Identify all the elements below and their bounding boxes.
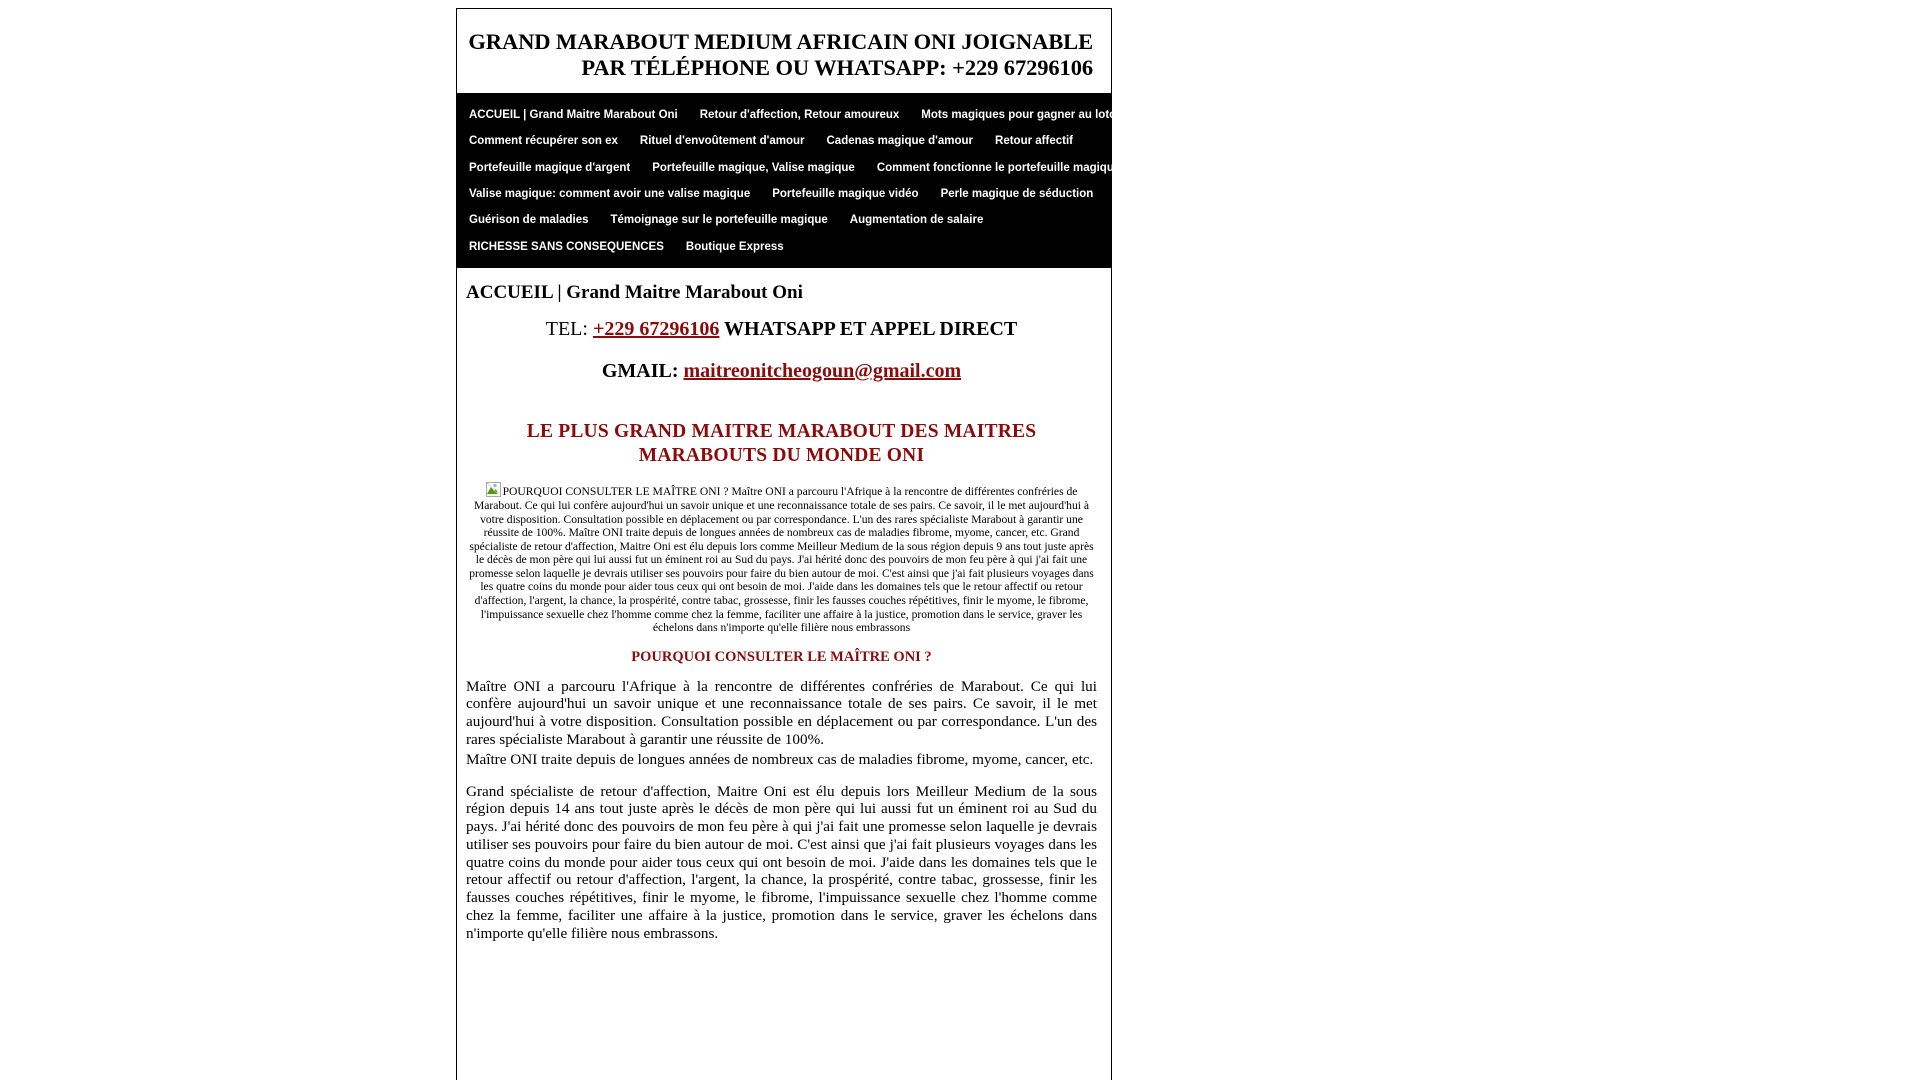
site-title-line-1: GRAND MARABOUT MEDIUM AFRICAIN ONI JOIGNABLE — [468, 29, 1093, 54]
primary-red-heading — [466, 420, 1097, 469]
nav-item-portefeuille-video[interactable]: Portefeuille magique vidéo — [772, 188, 919, 201]
body-paragraph-2: Maître ONI traite depuis de longues années de nombreux cas de maladies fibrome, myome, cancer, etc. — [466, 750, 1094, 768]
content-tail-spacer — [466, 945, 1097, 965]
telephone-link[interactable]: +229 67296106 — [592, 317, 720, 340]
telephone-line — [466, 314, 1097, 344]
nav-item-perle-seduction[interactable]: Perle magique de séduction — [940, 188, 1094, 201]
nav-item-rituel-envoutement[interactable]: Rituel d'envoûtement d'amour — [639, 135, 805, 148]
page-title: ACCUEIL | Grand Maitre Marabout Oni — [466, 281, 803, 303]
nav-item-temoignage-portefeuille[interactable]: Témoignage sur le portefeuille magique — [610, 214, 828, 227]
broken-image-alt-text: POURQUOI CONSULTER LE MAÎTRE ONI ? Maître ONI a parcouru l'Afrique à la rencontre de différentes confréries de Marabout. Ce qui lui confère aujourd'hui un savoir unique et une reconnaissance totale de ses pairs. Ce savoir, il le met aujourd'hui à votre disposition. Consultation possible en déplacement ou par correspondance. L'un des rares spécialiste Marabout à garantir une réussite de 100%. Maître ONI traite depuis de longues années de nombreux cas de maladies fibrome, myome, cancer, etc. Grand spécialiste de retour d'affection, Maitre Oni est élu depuis lors comme Meilleur Medium de la sous région depuis 9 ans tout juste après le décès de mon père qui lui aussi fut un éminent roi au Sud du pays. J'ai hérité donc des pouvoirs de mon feu père à qui j'ai fait une promesse selon laquelle je devrais utiliser ses pouvoirs pour faire du bien autour de moi. C'est ainsi que j'ai fait plusieurs voyages dans les quatre coins du monde pour aider tous ceux qui ont besoin de moi. J'aide dans les domaines tels que le retour affectif ou retour d'affection, l'argent, la chance, la prospérité, contre tabac, grossesse, finir les fausses couches répétitives, finir le myome, le fibrome, l'impuissance sexuelle chez l'homme comme chez la femme, faciliter une affaire à la justice, promotion dans le service, graver les échelons dans n'importe qu'elle filière nous embrassons — [469, 485, 1094, 635]
primary-red-heading-line-1: LE PLUS GRAND MAITRE MARABOUT DES MAITRES — [526, 420, 1037, 442]
site-header — [457, 9, 1111, 93]
main-content — [457, 268, 1111, 981]
nav-row-5 — [457, 207, 1111, 233]
nav-item-richesse-sans-consequences[interactable]: RICHESSE SANS CONSEQUENCES — [469, 240, 664, 253]
nav-item-portefeuille-argent[interactable]: Portefeuille magique d'argent — [469, 161, 631, 174]
nav-item-valise-magique[interactable]: Valise magique: comment avoir une valise magique — [469, 188, 751, 201]
nav-row-3 — [457, 154, 1121, 180]
nav-item-boutique-express[interactable]: Boutique Express — [685, 240, 784, 253]
gmail-label: GMAIL: — [601, 359, 679, 382]
nav-item-retour-affectif[interactable]: Retour affectif — [995, 135, 1073, 148]
nav-row-6 — [457, 233, 1111, 259]
nav-row-4 — [457, 181, 1111, 207]
nav-item-cadenas-magique[interactable]: Cadenas magique d'amour — [826, 135, 974, 148]
secondary-red-heading: POURQUOI CONSULTER LE MAÎTRE ONI ? — [631, 648, 932, 665]
nav-row-1 — [457, 102, 1117, 128]
main-navigation — [457, 93, 1121, 268]
body-paragraph-3: Grand spécialiste de retour d'affection, Maitre Oni est élu depuis lors Meilleur Medium de la sous région depuis 14 ans tout juste après le décès de mon père qui lui aussi fut un éminent roi au Sud du pays. J'ai hérité donc des pouvoirs de mon feu père à qui j'ai fait une promesse selon laquelle je devrais utiliser ses pouvoirs pour faire du bien autour de moi. C'est ainsi que j'ai fait plusieurs voyages dans les quatre coins du monde pour aider tous ceux qui ont besoin de moi. J'aide dans les domaines tels que le retour affectif ou retour d'affection, l'argent, la chance, la prospérité, contre tabac, grossesse, finir les fausses couches répétitives, finir le myome, le fibrome, l'impuissance sexuelle chez l'homme comme chez la femme, faciliter une affaire à la justice, promotion dans le service, graver les échelons dans n'importe qu'elle filière nous embrassons. — [466, 782, 1097, 942]
nav-row-2 — [457, 128, 1111, 154]
nav-item-retour-affection[interactable]: Retour d'affection, Retour amoureux — [699, 109, 900, 122]
nav-item-augmentation-salaire[interactable]: Augmentation de salaire — [849, 214, 984, 227]
nav-item-mots-magiques-loto[interactable]: Mots magiques pour gagner au loto — [921, 109, 1117, 122]
nav-item-comment-fonctionne-portefeuille[interactable]: Comment fonctionne le portefeuille magique — [876, 161, 1121, 174]
primary-red-heading-line-2: MARABOUTS DU MONDE ONI — [638, 445, 925, 467]
nav-item-recuperer-son-ex[interactable]: Comment récupérer son ex — [469, 135, 618, 148]
gmail-link[interactable]: maitreonitcheogoun@gmail.com — [683, 359, 962, 382]
broken-image-icon — [486, 482, 501, 497]
site-frame — [456, 8, 1121, 1080]
site-title — [467, 29, 1101, 81]
site-title-line-2: PAR TÉLÉPHONE OU WHATSAPP: +229 67296106 — [581, 54, 1093, 80]
telephone-suffix: WHATSAPP ET APPEL DIRECT — [724, 317, 1018, 340]
nav-item-guerison-maladies[interactable]: Guérison de maladies — [469, 214, 589, 227]
gmail-line — [466, 356, 1097, 386]
nav-item-accueil[interactable]: ACCUEIL | Grand Maitre Marabout Oni — [469, 109, 678, 122]
nav-item-portefeuille-valise[interactable]: Portefeuille magique, Valise magique — [652, 161, 855, 174]
body-paragraph-1: Maître ONI a parcouru l'Afrique à la rencontre de différentes confréries de Marabout. Ce qui lui confère aujourd'hui un savoir unique et une reconnaissance totale de ses pairs. Ce savoir, il le met aujourd'hui à votre disposition. Consultation possible en déplacement ou par correspondance. L'un des rares spécialiste Marabout à garantir une réussite de 100%. — [466, 677, 1097, 748]
telephone-label: TEL: — [545, 317, 588, 340]
broken-image-alt-block — [466, 482, 1097, 634]
